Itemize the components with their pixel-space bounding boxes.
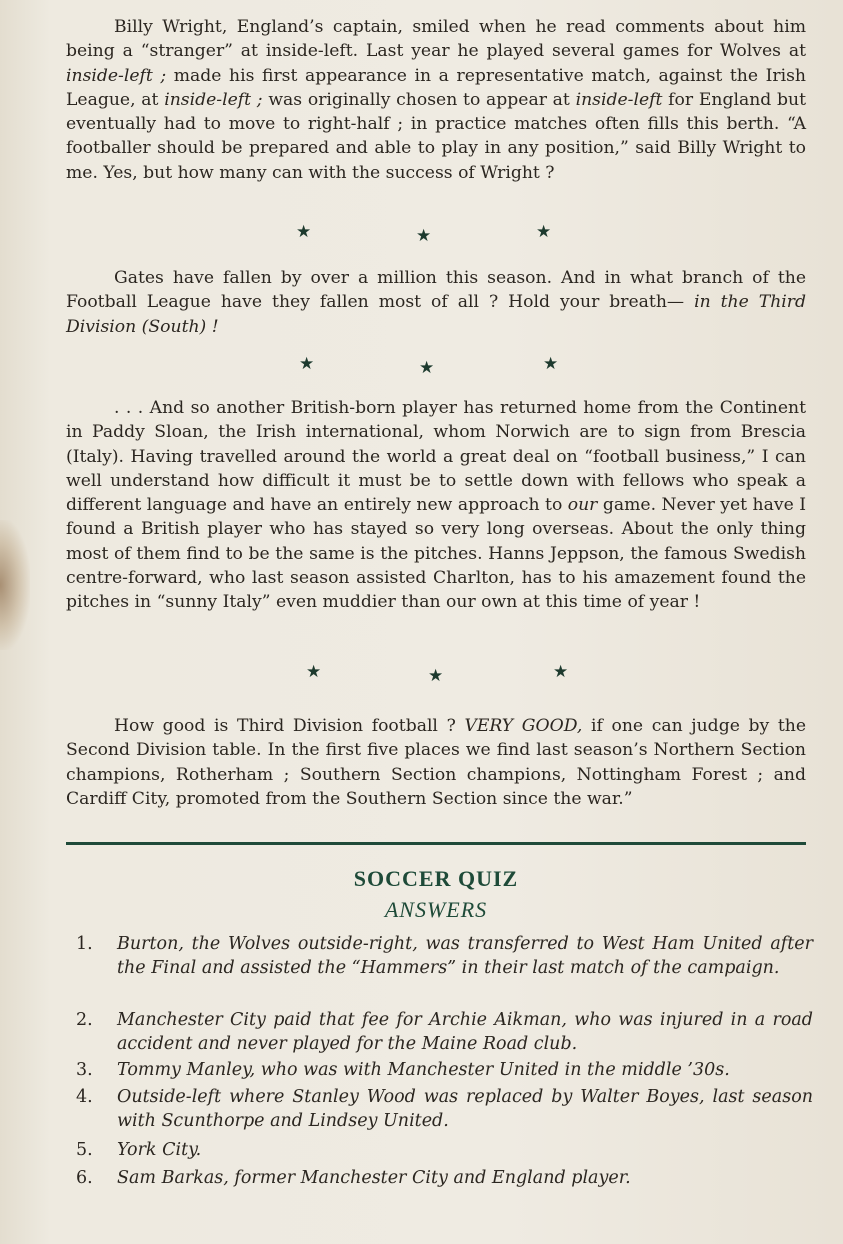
paragraph-2 [66,266,806,339]
body-text: made his first appearance in a representative match, against the Irish League, at [66,65,806,110]
italic-text: VERY GOOD, [464,716,583,736]
answer-number: 4. [76,1087,93,1107]
answer-text: Sam Barkas, former Manchester City and England player. [117,1168,631,1188]
body-text: if one can judge by the Second Division table. In the first five places we find last season’s Northern Section champions, Rotherham ; Southern Section champions, Nottingham Forest ; and Cardiff City, promoted from the Southern Section since the war.” [66,716,807,809]
paragraph-4 [66,714,806,811]
paragraph-text [66,15,806,185]
italic-text: inside-left ; [66,65,167,86]
body-text: was originally chosen to appear at [262,89,576,110]
star-icon: ★ [543,354,559,374]
star-icon: ★ [419,358,435,378]
paragraph-text [66,396,806,615]
star-icon: ★ [299,354,315,374]
italic-text: in the Third Division (South) ! [66,292,806,337]
answer-number: 1. [76,934,93,954]
star-icon: ★ [296,222,312,242]
answer-text: Burton, the Wolves outside-right, was transferred to West Ham United after the Final and assisted the “Hammers” in their last match of the campaign. [117,934,813,978]
italic-text: our [567,495,598,516]
answer-number: 3. [76,1060,93,1080]
quiz-subtitle: ANSWERS [384,897,488,922]
body-text: . . . And so another British-born player has returned home from the Continent in Paddy Sloan, the Irish international, whom Norwich are to sign from Brescia (Italy). Having travelled around the world a great deal on “football business,” I can well understand how difficult it must be to settle down with fellows who speak a different language and have an entirely new approach to [66,398,806,516]
paper-stain [0,520,30,650]
italic-text: inside-left ; [164,89,263,110]
star-icon: ★ [553,662,569,682]
body-text: game. Never yet have I found a British player who has stayed so very long overseas. About the only thing most of them find to be the same is the pitches. Hanns Jeppson, the famous Swedish centre-forward, who last season assisted Charlton, has to his amazement found the pitches in “sunny Italy” even muddier than our own at this time of year ! [66,495,806,613]
paragraph-3 [66,396,806,615]
italic-text: inside-left [575,89,663,110]
star-divider-1 [66,222,806,246]
answer-text: Manchester City paid that fee for Archie Aikman, who was injured in a road accident and never played for the Maine Road club. [117,1010,813,1054]
answer-number: 6. [76,1168,93,1188]
star-icon: ★ [306,662,322,682]
star-icon: ★ [416,226,432,246]
body-text: How good is Third Division football ? [114,716,465,736]
star-icon: ★ [536,222,552,242]
body-text: Billy Wright, England’s captain, smiled when he read comments about him being a “stranger” at inside-left. Last year he played several games for Wolves at [66,17,806,62]
paragraph-text [66,266,806,339]
paragraph-text [66,714,806,811]
answer-text: Outside-left where Stanley Wood was replaced by Walter Boyes, last season with Scunthorpe and Lindsey United. [117,1087,813,1131]
star-icon: ★ [428,666,444,686]
answer-text: Tommy Manley, who was with Manchester United in the middle ’30s. [117,1060,730,1080]
answer-number: 2. [76,1010,93,1030]
star-divider-2 [66,354,806,378]
answer-number: 5. [76,1140,93,1160]
body-text: for England but eventually had to move to right-half ; in practice matches often fills this berth. “A footballer should be prepared and able to play in any position,” said Billy Wright to me. Yes, but how many can with the success of Wright ? [66,89,807,183]
body-text: Gates have fallen by over a million this season. And in what branch of the Football League have they fallen most of all ? Hold your breath— [66,268,806,313]
star-divider-3 [66,662,806,686]
answer-text: York City. [117,1140,202,1160]
paragraph-1 [66,15,806,185]
quiz-title: SOCCER QUIZ [353,866,519,891]
section-rule [66,842,806,845]
